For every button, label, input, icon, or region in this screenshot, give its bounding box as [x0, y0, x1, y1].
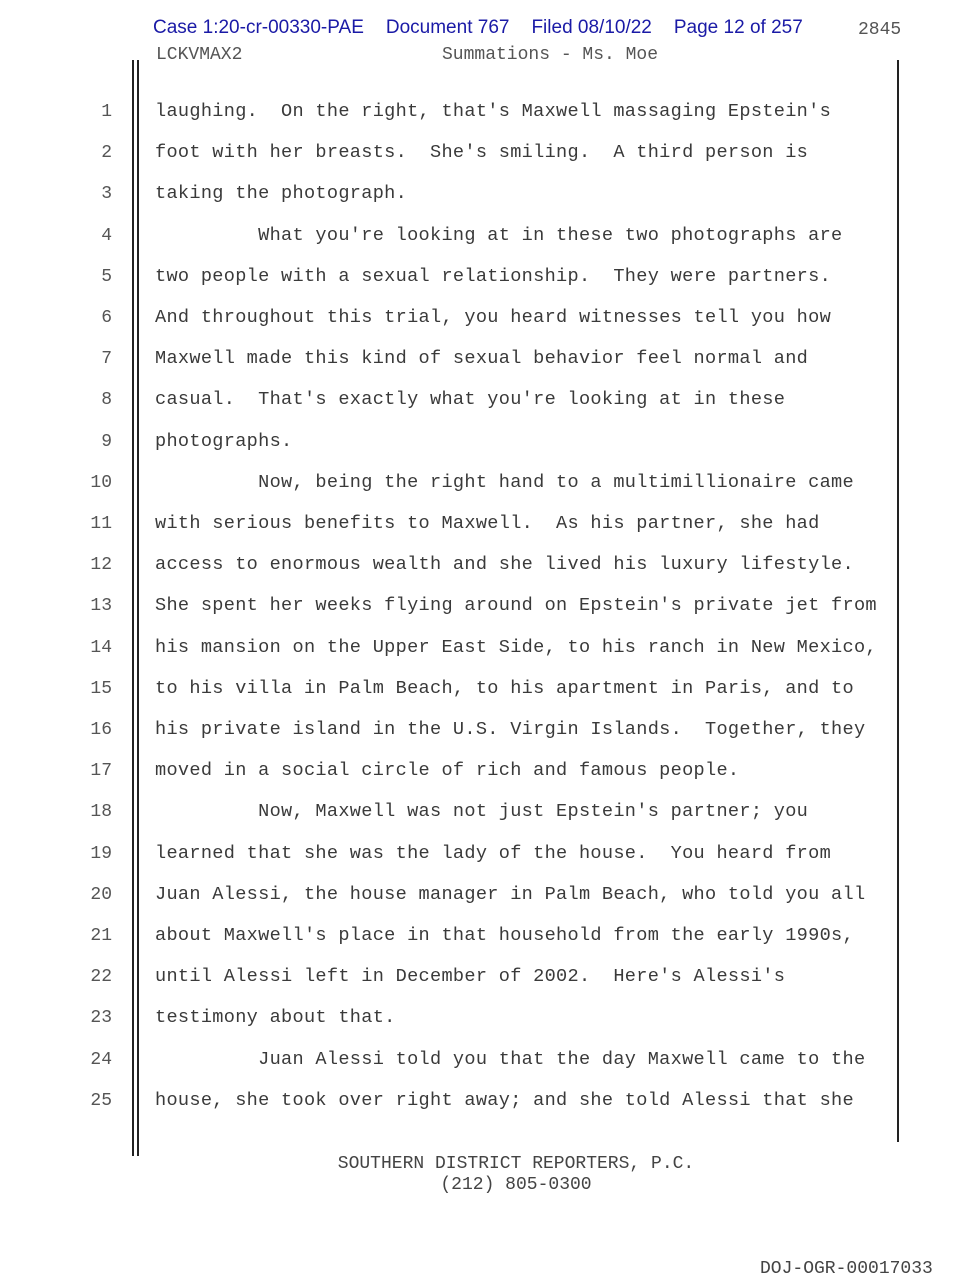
line-number: 5	[101, 266, 112, 287]
line-text: laughing. On the right, that's Maxwell massaging Epstein's	[155, 101, 832, 122]
transcript-line	[0, 757, 972, 798]
transcript-line	[0, 98, 972, 139]
line-number: 8	[101, 390, 112, 411]
line-text: Juan Alessi, the house manager in Palm Beach, who told you all	[155, 883, 866, 905]
line-number: 20	[90, 884, 112, 905]
line-number: 21	[90, 926, 112, 946]
line-number: 16	[90, 720, 112, 740]
transcript-line	[0, 386, 972, 427]
transcript-line	[0, 592, 972, 633]
transcript-line	[0, 634, 972, 675]
transcript-line	[0, 304, 972, 345]
line-text: moved in a social circle of rich and famous people.	[155, 760, 740, 782]
transcript-page-number: 2845	[858, 20, 902, 40]
header-title: Summations - Ms. Moe	[442, 45, 659, 65]
line-number: 24	[90, 1049, 112, 1070]
line-text: Juan Alessi told you that the day Maxwell came to the	[155, 1048, 866, 1070]
line-number: 9	[101, 431, 112, 452]
transcript-line	[0, 1004, 972, 1045]
line-number: 15	[90, 678, 112, 699]
case-number: Case 1:20-cr-00330-PAE	[153, 17, 364, 38]
line-number: 10	[90, 472, 112, 493]
line-text: Maxwell made this kind of sexual behavior feel normal and	[155, 348, 809, 370]
transcript-line	[0, 1087, 972, 1128]
line-text: learned that she was the lady of the house. You heard from	[155, 842, 832, 864]
line-number: 12	[90, 555, 112, 576]
line-number: 25	[90, 1090, 112, 1111]
line-number: 18	[90, 802, 112, 823]
transcript-line	[0, 222, 972, 263]
header-code: LCKVMAX2	[156, 45, 243, 65]
transcript-line	[0, 922, 972, 963]
transcript-line	[0, 551, 972, 592]
line-number: 3	[101, 184, 112, 205]
transcript-line	[0, 798, 972, 839]
transcript-line	[0, 963, 972, 1004]
page-count: Page 12 of 257	[673, 17, 803, 38]
transcript-line	[0, 716, 972, 757]
transcript-line	[0, 469, 972, 510]
line-text: casual. That's exactly what you're looking at in these	[155, 389, 786, 411]
transcript-line	[0, 180, 972, 221]
transcript-line	[0, 1046, 972, 1087]
line-text: taking the photograph.	[155, 183, 408, 205]
bates-number: DOJ-OGR-00017033	[760, 1259, 933, 1279]
line-text: his private island in the U.S. Virgin Islands. Together, they	[155, 719, 866, 740]
transcript-line	[0, 263, 972, 304]
line-text: to his villa in Palm Beach, to his apartment in Paris, and to	[155, 677, 854, 699]
transcript-line	[0, 675, 972, 716]
line-number: 23	[90, 1008, 112, 1029]
transcript-line	[0, 840, 972, 881]
line-text: photographs.	[155, 430, 293, 452]
line-text: Now, Maxwell was not just Epstein's partner; you	[155, 801, 809, 823]
line-text: What you're looking at in these two photographs are	[155, 224, 843, 246]
line-number: 4	[101, 225, 112, 246]
transcript-line	[0, 510, 972, 551]
reporter-company: SOUTHERN DISTRICT REPORTERS, P.C.	[337, 1154, 695, 1174]
line-text: house, she took over right away; and she told Alessi that she	[155, 1089, 854, 1111]
line-number: 2	[101, 143, 112, 164]
line-text: foot with her breasts. She's smiling. A third person is	[155, 142, 809, 164]
transcript-line	[0, 345, 972, 386]
footer	[0, 1154, 972, 1196]
filing-stamp	[153, 17, 825, 39]
line-text: access to enormous wealth and she lived his luxury lifestyle.	[155, 554, 854, 576]
line-text: testimony about that.	[155, 1007, 396, 1029]
line-number: 19	[90, 843, 112, 864]
line-number: 17	[90, 761, 112, 782]
line-text: She spent her weeks flying around on Epstein's private jet from	[155, 595, 877, 617]
line-number: 14	[90, 637, 112, 658]
transcript-line	[0, 139, 972, 180]
line-text: two people with a sexual relationship. They were partners.	[155, 265, 832, 287]
line-text: with serious benefits to Maxwell. As his partner, she had	[155, 513, 820, 534]
line-number: 1	[101, 102, 112, 122]
line-text: until Alessi left in December of 2002. Here's Alessi's	[155, 966, 786, 988]
line-number: 13	[90, 596, 112, 617]
line-text: about Maxwell's place in that household from the early 1990s,	[155, 925, 854, 946]
line-text: his mansion on the Upper East Side, to his ranch in New Mexico,	[155, 636, 877, 658]
transcript-line	[0, 428, 972, 469]
line-number: 6	[101, 308, 112, 328]
reporter-phone: (212) 805-0300	[440, 1175, 592, 1195]
line-text: Now, being the right hand to a multimillionaire came	[155, 471, 854, 493]
filed-date: Filed 08/10/22	[531, 17, 652, 38]
line-number: 7	[101, 349, 112, 370]
line-number: 22	[90, 967, 112, 988]
line-text: And throughout this trial, you heard witnesses tell you how	[155, 307, 832, 328]
document-number: Document 767	[385, 17, 510, 38]
transcript-line	[0, 881, 972, 922]
line-number: 11	[90, 514, 112, 534]
